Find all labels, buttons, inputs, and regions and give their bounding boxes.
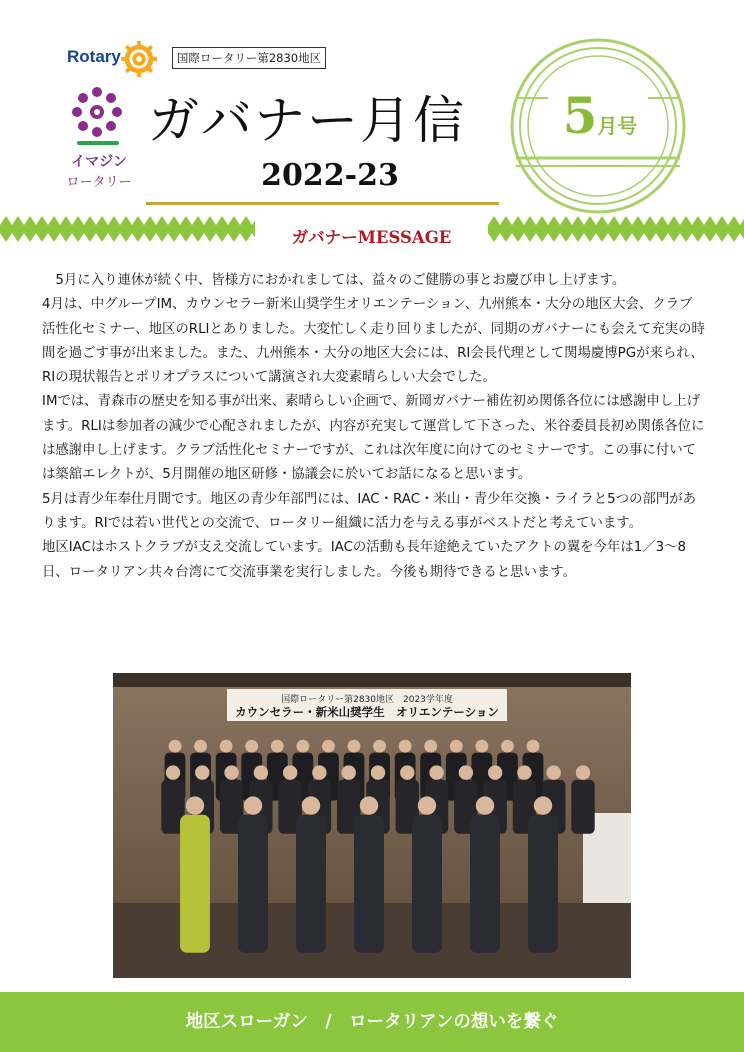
rotary-logo-text: Rotary bbox=[67, 47, 121, 66]
issue-year: 2022-23 bbox=[261, 158, 399, 193]
person-head bbox=[547, 765, 561, 779]
photo-banner-line2: カウンセラー・新米山奨学生 オリエンテーション bbox=[235, 705, 499, 719]
person-body bbox=[571, 780, 594, 834]
person-head bbox=[527, 740, 540, 753]
group-photo bbox=[113, 673, 631, 978]
issue-label: 月号 bbox=[597, 114, 638, 138]
person-head bbox=[424, 740, 437, 753]
person-head bbox=[302, 796, 320, 814]
person-body bbox=[470, 815, 500, 953]
person-head bbox=[322, 740, 335, 753]
imagine-flower-icon bbox=[71, 86, 123, 138]
issue-number: 5 bbox=[562, 86, 598, 145]
person-head bbox=[476, 796, 494, 814]
person-body bbox=[180, 815, 210, 953]
person-head bbox=[283, 765, 297, 779]
person-head bbox=[271, 740, 284, 753]
person-head bbox=[501, 740, 514, 753]
person-head bbox=[488, 765, 502, 779]
paragraph: 5月に入り連休が続く中、皆様方におかれましては、益々のご健勝の事とお慶び申し上げます。 bbox=[42, 273, 626, 288]
person-head bbox=[342, 765, 356, 779]
person-head bbox=[245, 740, 258, 753]
paragraph: IMでは、青森市の歴史を知る事が出来、素晴らしい企画で、新岡ガバナー補佐初め関係各位には感謝申し上げます。RLIは参加者の減少で心配されましたが、内容が充実して運営して下さった、米谷委員長初め関係各位には感謝申し上げます。クラブ活性化セミナーですが、これは次年度に向けてのセミナーです。この事に付いては築舘エレクトが、5月開催の地区研修・協議会に於いてお話になると思います。 bbox=[42, 394, 705, 483]
footer-slogan: 地区スローガン / ロータリアンの想いを繋ぐ bbox=[185, 1012, 559, 1032]
person-body bbox=[238, 815, 268, 953]
person-head bbox=[429, 765, 443, 779]
person-head bbox=[360, 796, 378, 814]
section-band-left bbox=[0, 213, 255, 243]
person-head bbox=[517, 765, 531, 779]
person-head bbox=[348, 740, 361, 753]
issue-stamp bbox=[540, 86, 660, 145]
page-title: ガバナー月信 bbox=[148, 92, 467, 151]
person-head bbox=[169, 740, 182, 753]
person-head bbox=[194, 740, 207, 753]
person-head bbox=[534, 796, 552, 814]
paragraph: 地区IACはホストクラブが支え交流しています。IACの活動も長年途絶えていたアクトの翼を今年は1／3〜8日、ロータリアン共々台湾にて交流事業を実行しました。今後も期待できると思います。 bbox=[42, 540, 687, 580]
message-body bbox=[42, 269, 705, 585]
person-head bbox=[399, 740, 412, 753]
section-band-right bbox=[488, 213, 744, 243]
paragraph: 5月は青少年奉仕月間です。地区の青少年部門には、IAC・RAC・米山・青少年交換・ライラと5つの部門があります。RIでは若い世代との交流で、ロータリー組織に活力を与える事がベストだと考えています。 bbox=[42, 491, 697, 531]
section-title: ガバナーMESSAGE bbox=[291, 228, 452, 247]
paragraph: 4月は、中グループIM、カウンセラー新米山奨学生オリエンテーション、九州熊本・大分の地区大会、クラブ活性化セミナー、地区のRLIとありました。大変忙しく走り回りましたが、同期のガバナーにも会えて充実の時間を過ごす事が出来ました。また、九州熊本・大分の地区大会には、RI会長代理として関場慶博PGが来られ、RIの現状報告とポリオプラスについて講演され大変素晴らしい大会でした。 bbox=[42, 297, 705, 386]
person-head bbox=[312, 765, 326, 779]
person-body bbox=[528, 815, 558, 953]
person-head bbox=[373, 740, 386, 753]
person-head bbox=[371, 765, 385, 779]
person-head bbox=[459, 765, 473, 779]
rotary-wheel-icon bbox=[120, 40, 158, 78]
person-head bbox=[450, 740, 463, 753]
person-body bbox=[296, 815, 326, 953]
person-head bbox=[186, 796, 204, 814]
person-head bbox=[296, 740, 309, 753]
title-divider bbox=[146, 202, 499, 205]
person-head bbox=[220, 740, 233, 753]
person-head bbox=[244, 796, 262, 814]
person-head bbox=[224, 765, 238, 779]
person-head bbox=[400, 765, 414, 779]
imagine-underline bbox=[77, 141, 119, 145]
person-head bbox=[475, 740, 488, 753]
district-label: 国際ロータリー第2830地区 bbox=[172, 47, 326, 69]
person-head bbox=[576, 765, 590, 779]
person-head bbox=[418, 796, 436, 814]
person-body bbox=[412, 815, 442, 953]
person-head bbox=[166, 765, 180, 779]
rotary-label: ロータリー bbox=[66, 175, 132, 190]
imagine-label: イマジン bbox=[71, 154, 127, 170]
photo-banner-line1: 国際ロータリー第2830地区 2023学年度 bbox=[281, 695, 453, 705]
person-body bbox=[354, 815, 384, 953]
person-head bbox=[254, 765, 268, 779]
person-head bbox=[195, 765, 209, 779]
